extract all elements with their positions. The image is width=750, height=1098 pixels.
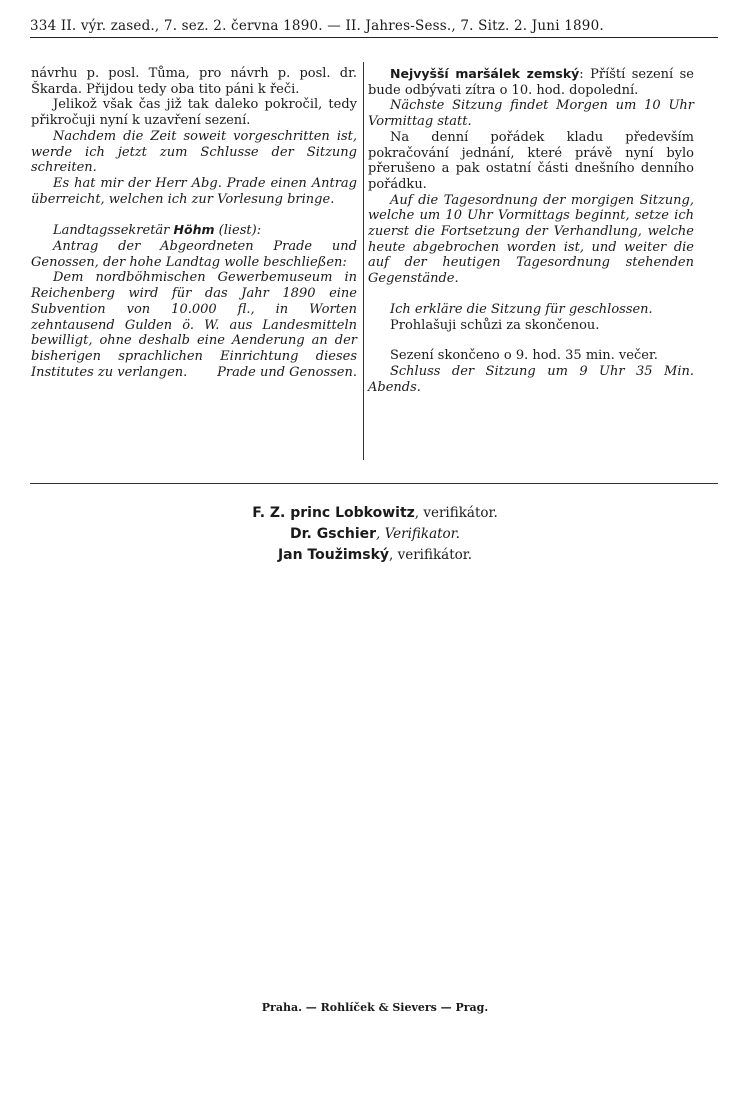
secretary-prefix: Landtagssekretär — [53, 223, 174, 239]
right-paragraph-4: Auf die Tagesordnung der morgigen Sitzung, welche um 10 Uhr Vormittags beginnt, setze ich zuerst die Fortsetzung der Verhandlung, welche heute abgebrochen worden ist, und weiter die auf der heutigen Tagesordnung stehenden Gegenstände. — [368, 192, 694, 287]
page-header: 334 II. výr. zased., 7. sez. 2. června 1890. — II. Jahres-Sess., 7. Sitz. 2. Juni 1890. — [30, 18, 718, 38]
secretary-line — [31, 222, 357, 239]
right-paragraph-5: Ich erkläre die Sitzung für geschlossen. — [390, 301, 653, 317]
printer-imprint: Praha. — Rohlíček & Sievers — Prag. — [261, 1001, 489, 1014]
speaker-name: Nejvyšší maršálek zemský — [390, 66, 580, 81]
motion-signature: Prade und Genossen. — [217, 364, 357, 380]
left-paragraph-5: Antrag der Abgeordneten Prade und Genossen, der hohe Landtag wolle beschließen: — [31, 239, 357, 270]
right-column — [368, 66, 694, 395]
verifier-2 — [0, 526, 750, 542]
column-divider — [363, 62, 364, 460]
verifier-1 — [0, 505, 750, 521]
verifier-1-role: , verifikátor. — [414, 505, 498, 521]
left-paragraph-4: Es hat mir der Herr Abg. Prade einen Antrag überreicht, welchen ich zur Vorlesung bringe. — [31, 175, 357, 207]
verifier-2-name: Dr. Gschier — [290, 526, 377, 542]
right-paragraph-3: Na denní pořádek kladu především pokračování jednání, které právě nyní bylo přerušeno a pak ostatní části dnešního denního pořádku. — [368, 129, 694, 192]
left-paragraph-3: Nachdem die Zeit soweit vorgeschritten ist, werde ich jetzt zum Schlusse der Sitzung schreiten. — [31, 128, 357, 176]
verifier-3 — [0, 547, 750, 563]
right-paragraph-7: Sezení skončeno o 9. hod. 35 min. večer. — [390, 348, 658, 364]
secretary-name: Höhm — [173, 222, 215, 238]
verifier-3-role: , verifikátor. — [389, 547, 473, 563]
verifier-2-role: , Verifikator. — [376, 526, 460, 542]
content-bottom-rule — [30, 483, 718, 484]
verifier-3-name: Jan Toužimský — [277, 547, 390, 563]
right-paragraph-2: Nächste Sitzung findet Morgen um 10 Uhr Vormittag statt. — [368, 98, 694, 130]
left-paragraph-6 — [31, 270, 357, 380]
right-paragraph-8: Schluss der Sitzung um 9 Uhr 35 Min. Abends. — [368, 363, 694, 395]
motion-text: Dem nordböhmischen Gewerbemuseum in Reichenberg wird für das Jahr 1890 eine Subvention von 10.000 fl., in Worten zehntausend Gulden ö. W. aus Landesmitteln bewilligt, ohne deshalb eine Aenderung an der bisherigen sprachlichen Einrichtung dieses Institutes zu verlangen. — [31, 270, 357, 380]
right-paragraph-1 — [368, 66, 694, 98]
verifier-1-name: F. Z. princ Lobkowitz — [252, 505, 415, 521]
right-paragraph-6: Prohlašuji schůzi za skončenou. — [390, 317, 600, 333]
left-paragraph-2: Jelikož však čas již tak daleko pokročil, tedy přikročuji nyní k uzavření sezení. — [31, 97, 357, 129]
left-column — [31, 66, 357, 380]
left-paragraph-1: návrhu p. posl. Tůma, pro návrh p. posl. dr. Škarda. Přijdou tedy oba tito páni k řeči. — [31, 66, 357, 97]
speaker-text: : Příští sezení se bude odbývati zítra o 10. hod. dopolední. — [368, 67, 694, 98]
secretary-suffix: (liest): — [214, 223, 262, 239]
